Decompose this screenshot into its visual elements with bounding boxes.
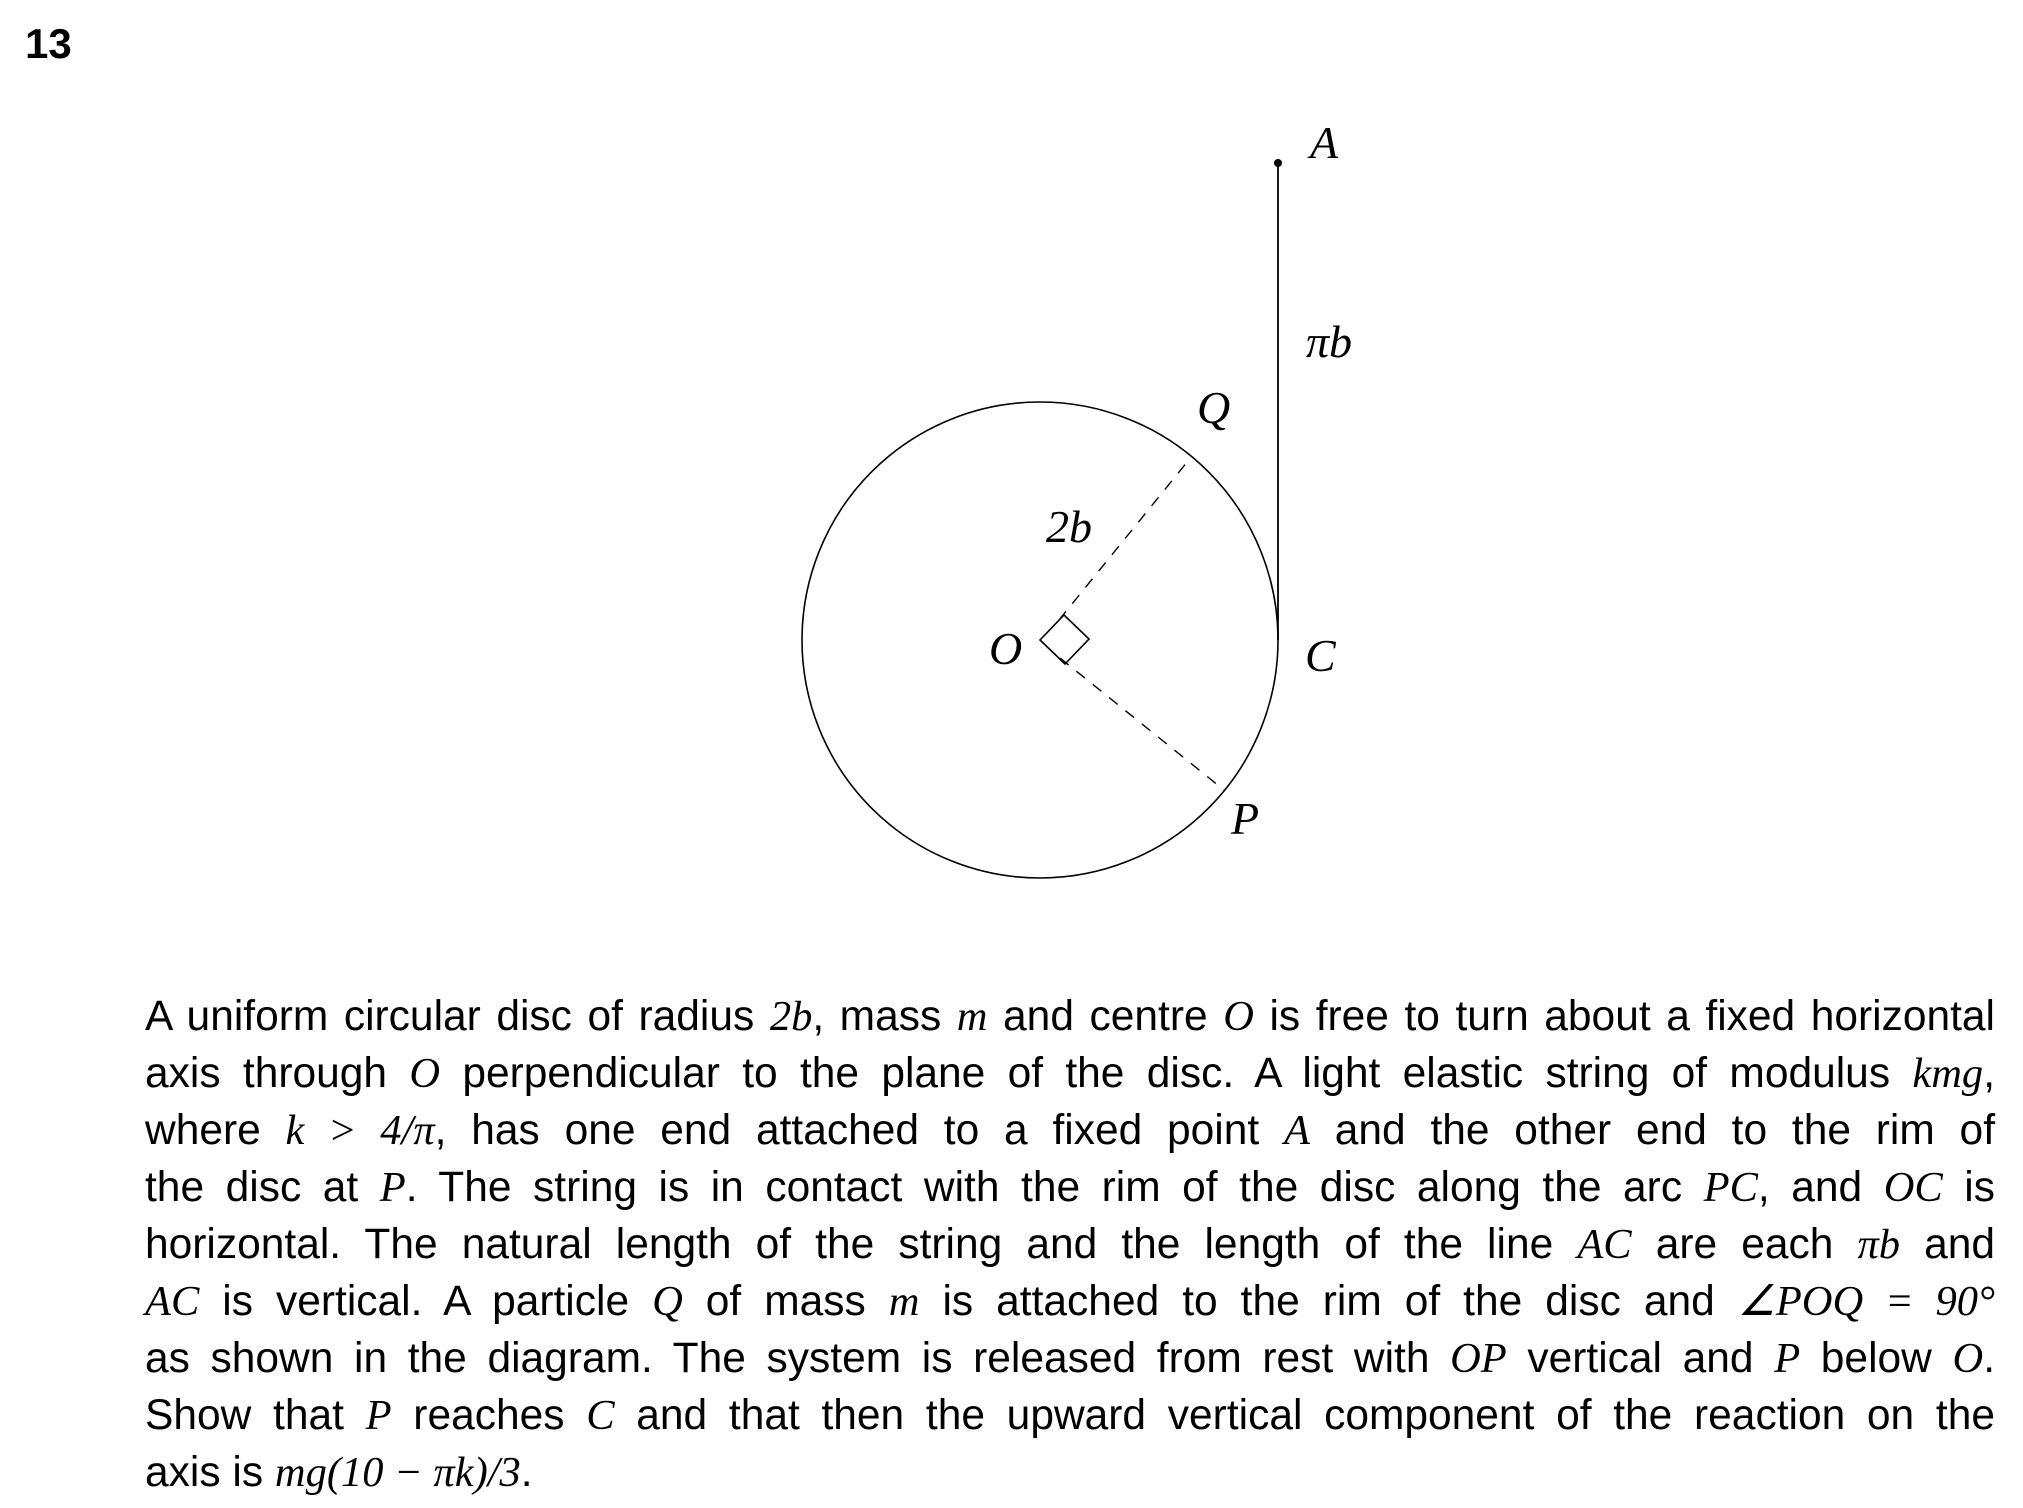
problem-line: axis is mg(10 − πk)/3. — [145, 1449, 533, 1496]
problem-line: the disc at P. The string is in contact with the rim of the disc along the arc PC, and OC is — [145, 1164, 1995, 1211]
question-number: 13 — [25, 20, 72, 67]
right-angle-marker — [1040, 615, 1089, 664]
label-q: Q — [1197, 382, 1231, 433]
radius-op — [1060, 658, 1224, 790]
label-p: P — [1231, 793, 1260, 844]
label-a: A — [1310, 117, 1339, 168]
problem-line: as shown in the diagram. The system is released from rest with OP vertical and P below O. — [145, 1335, 1995, 1382]
problem-line: AC is vertical. A particle Q of mass m is attached to the rim of the disc and ∠POQ = 90° — [145, 1278, 1996, 1325]
problem-line: Show that P reaches C and that then the upward vertical component of the reaction on the — [145, 1392, 1995, 1439]
point-a-dot — [1274, 159, 1282, 167]
problem-line: horizontal. The natural length of the string and the length of the line AC are each πb and — [145, 1221, 1996, 1268]
problem-line: A uniform circular disc of radius 2b, mass m and centre O is free to turn about a fixed horizontal — [145, 993, 1995, 1040]
label-o: O — [989, 623, 1023, 674]
label-2b: 2b — [1046, 501, 1092, 552]
problem-line: where k > 4/π, has one end attached to a fixed point A and the other end to the rim of — [145, 1107, 1996, 1154]
problem-line: axis through O perpendicular to the plane of the disc. A light elastic string of modulus kmg, — [145, 1050, 1995, 1097]
problem-text — [145, 988, 1995, 1501]
label-c: C — [1305, 630, 1336, 681]
label-pi-b: πb — [1306, 316, 1353, 367]
